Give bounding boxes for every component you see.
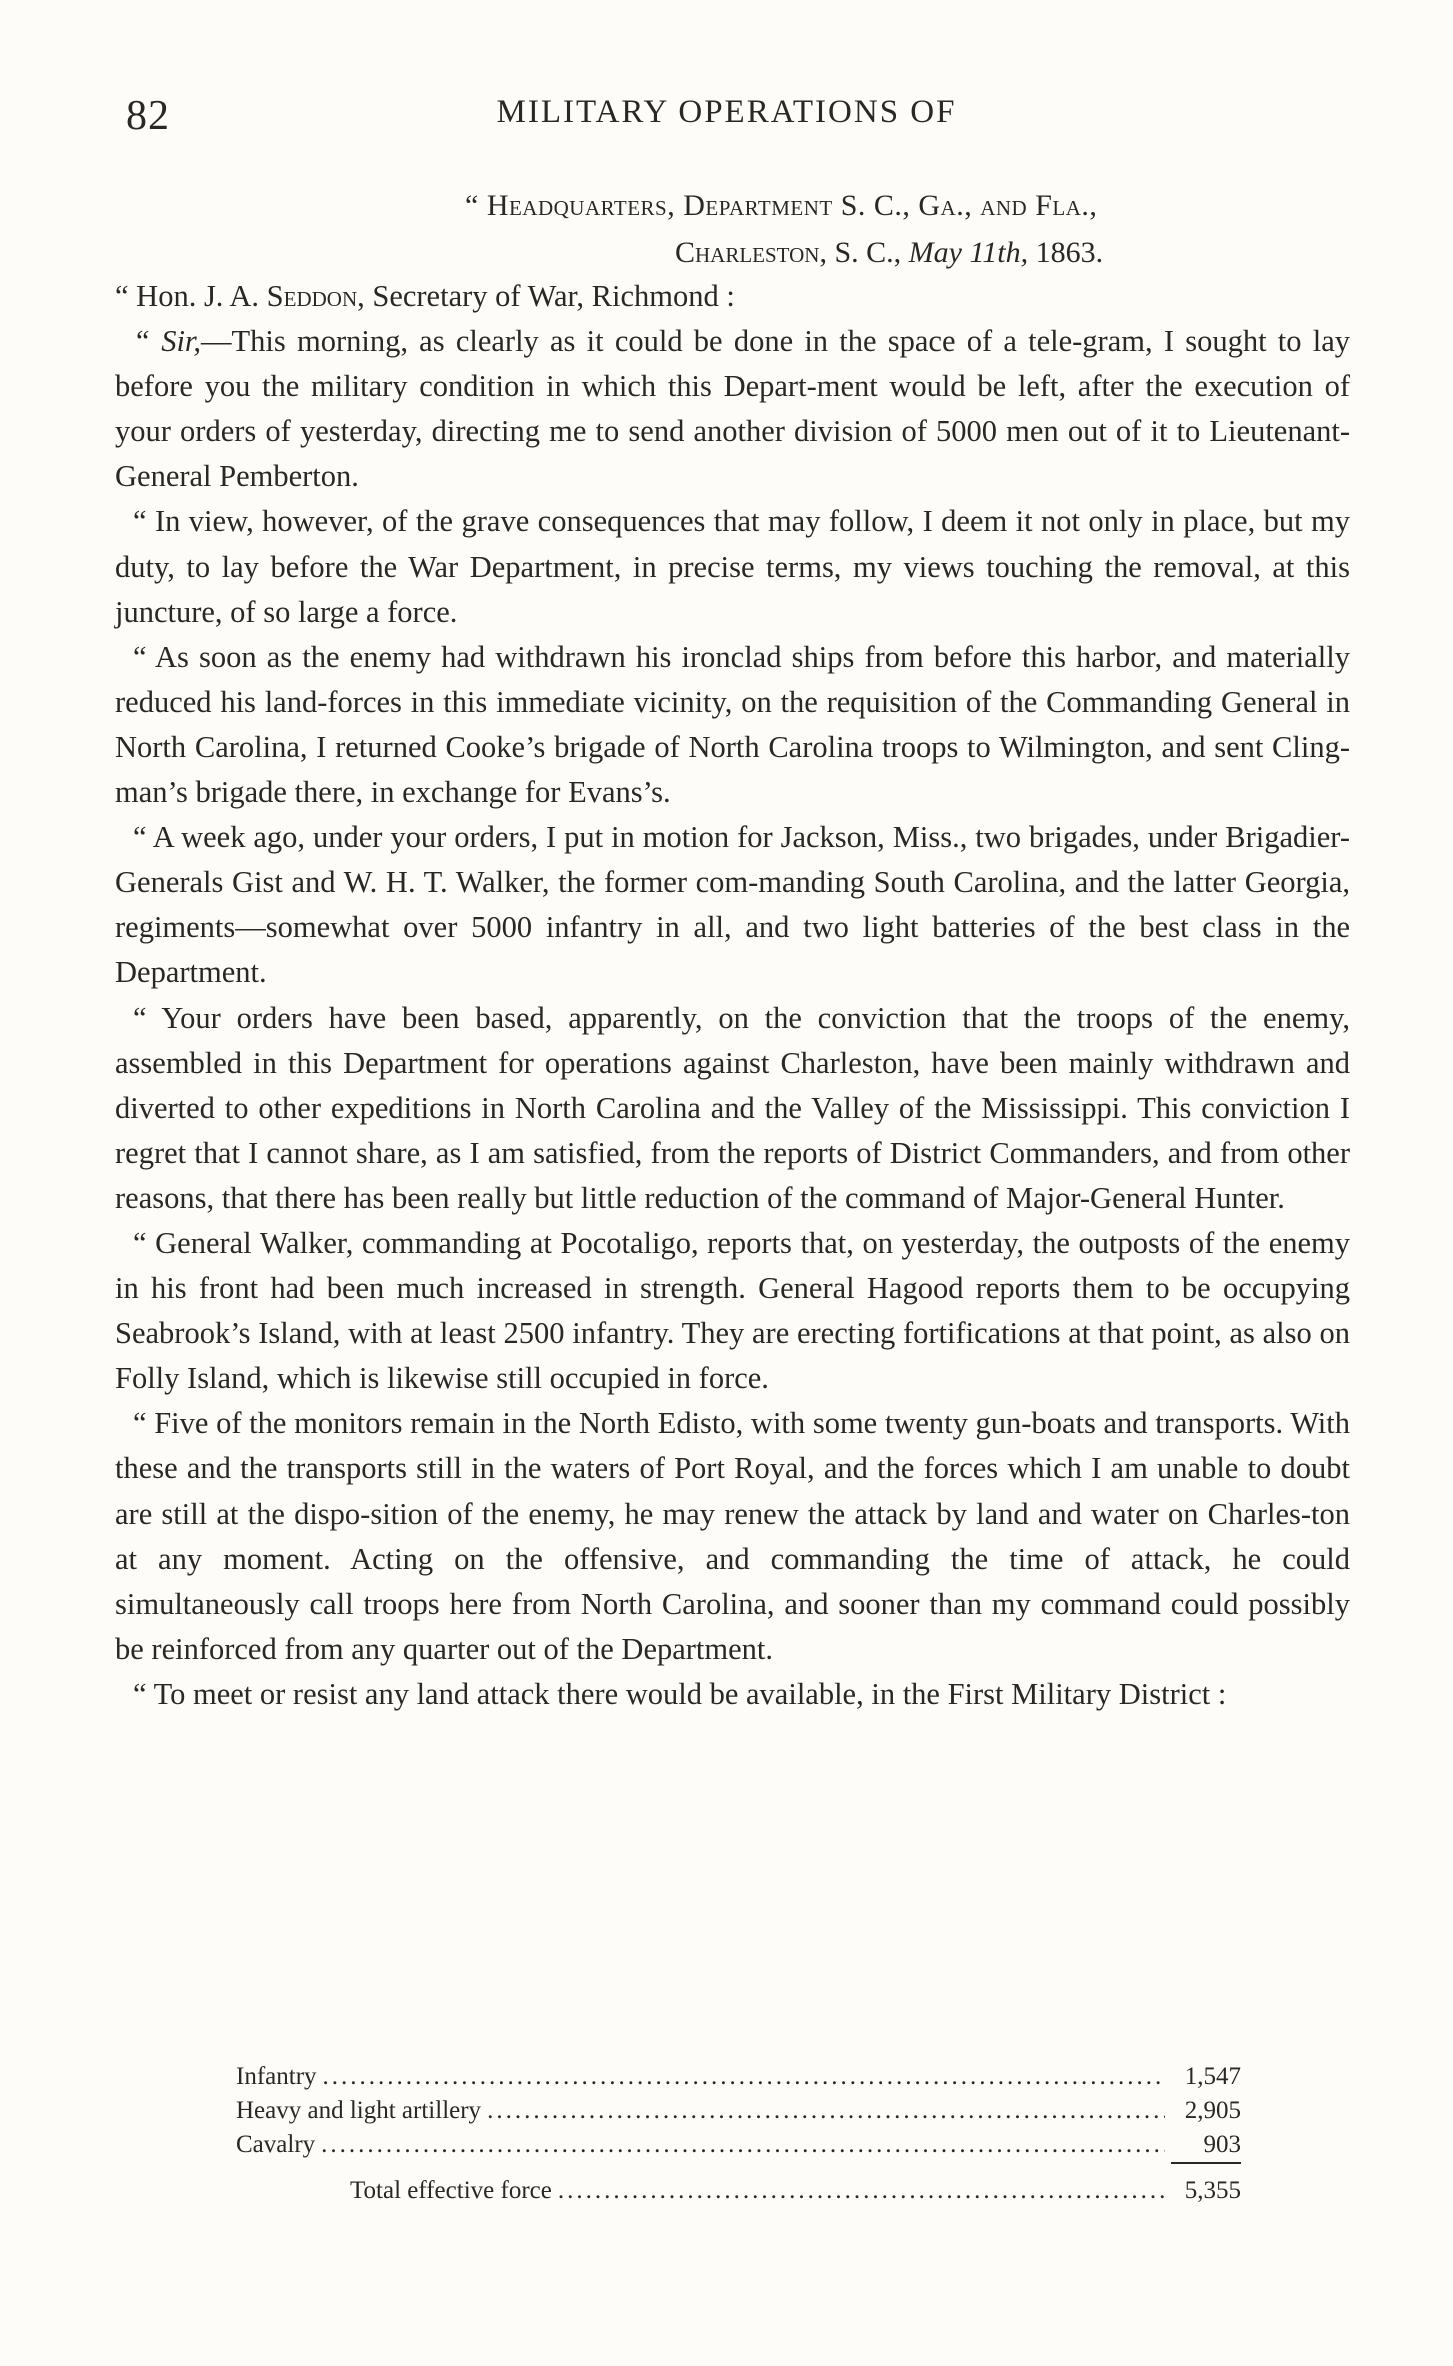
paragraph-8: “ To meet or resist any land attack there would be available, in the First Military District : — [133, 1676, 1227, 1711]
letterhead — [115, 182, 1385, 276]
addressee-suffix: , Secretary of War, Richmond : — [357, 279, 735, 313]
addressee-name: Seddon — [266, 279, 358, 313]
total-label: Total effective force — [350, 2177, 552, 2204]
letter-body — [115, 274, 1350, 1717]
letterhead-state: , S. C., — [819, 236, 909, 269]
force-row-artillery — [236, 2094, 1241, 2128]
leader-dots — [323, 2060, 1165, 2094]
force-label: Infantry — [236, 2063, 317, 2090]
letterhead-headquarters: “ Headquarters, Department S. C., Ga., and Fla., — [465, 189, 1098, 222]
paragraph-6: “ General Walker, commanding at Pocotaligo, reports that, on yesterday, the outposts of the enemy in his front had been much increased in strength. General Hagood reports them to be occupying Seabrook’s Island, with at least 2500 infantry. They are erecting fortifications at that point, as also on Folly Island, which is likewise still occupied in force. — [115, 1225, 1350, 1396]
salutation: “ Sir, — [133, 324, 202, 359]
force-label: Cavalry — [236, 2131, 316, 2158]
paragraph-4: “ A week ago, under your orders, I put in motion for Jackson, Miss., two brigades, under Brigadier-Generals Gist and W. H. T. Walker, the former com-manding South Carolina, and the latter Georgia, regiments—somewhat over 5000 infantry in all, and two light batteries of the best class in the Department. — [115, 820, 1350, 990]
force-value: 903 — [1171, 2128, 1241, 2164]
total-value: 5,355 — [1184, 2177, 1241, 2204]
leader-dots — [558, 2174, 1165, 2208]
paragraph-7: “ Five of the monitors remain in the North Edisto, with some twenty gun-boats and transports. With these and the transports still in the waters of Port Royal, and the forces which I am unable to doubt are still at the dispo-sition of the enemy, he may renew the attack by land and water on Charles-ton at any moment. Acting on the offensive, and commanding the time of attack, he could simultaneously call troops here from North Carolina, and sooner than my command could possibly be reinforced from any quarter out of the Department. — [115, 1406, 1350, 1666]
force-value: 1,547 — [1184, 2063, 1241, 2090]
paragraph-5: “ Your orders have been based, apparently, on the conviction that the troops of the enemy, assembled in this Department for operations against Charleston, have been mainly withdrawn and diverted to other expeditions in North Carolina and the Valley of the Mississippi. This conviction I regret that I cannot share, as I am satisfied, from the reports of District Commanders, and from other reasons, that there has been really but little reduction of the command of Major-General Hunter. — [115, 1000, 1350, 1215]
letterhead-place: Charleston — [675, 236, 820, 269]
addressee — [115, 274, 1350, 319]
force-row-infantry — [236, 2060, 1241, 2094]
running-title: MILITARY OPERATIONS OF — [496, 94, 957, 130]
letterhead-date: May 11th, — [908, 236, 1029, 269]
page-number: 82 — [126, 93, 170, 139]
force-label: Heavy and light artillery — [236, 2097, 482, 2124]
paragraph-2: “ In view, however, of the grave consequences that may follow, I deem it not only in place, but my duty, to lay before the War Department, in precise terms, my views touching the removal, at this juncture, of so large a force. — [115, 504, 1350, 629]
leader-dots — [321, 2128, 1165, 2162]
letterhead-year: 1863. — [1028, 236, 1104, 269]
addressee-prefix: “ Hon. J. A. — [115, 279, 267, 313]
force-value: 2,905 — [1184, 2097, 1241, 2124]
letterhead-place-date — [115, 229, 1385, 276]
force-table — [236, 2060, 1241, 2208]
paragraph-3: “ As soon as the enemy had withdrawn his ironclad ships from before this harbor, and materially reduced his land-forces in this immediate vicinity, on the requisition of the Commanding General in North Carolina, I returned Cooke’s brigade of North Carolina troops to Wilmington, and sent Cling-man’s brigade there, in exchange for Evans’s. — [115, 639, 1350, 810]
leader-dots — [487, 2094, 1165, 2128]
force-row-cavalry — [236, 2128, 1241, 2164]
force-row-total — [236, 2174, 1241, 2208]
paragraph-1-text: —This morning, as clearly as it could be done in the space of a tele-gram, I sought to lay before you the military condition in which this Depart-ment would be left, after the execution of your orders of yesterday, directing me to send another division of 5000 men out of it to Lieutenant-General Pemberton. — [115, 324, 1350, 494]
paragraph-1 — [115, 319, 1350, 499]
